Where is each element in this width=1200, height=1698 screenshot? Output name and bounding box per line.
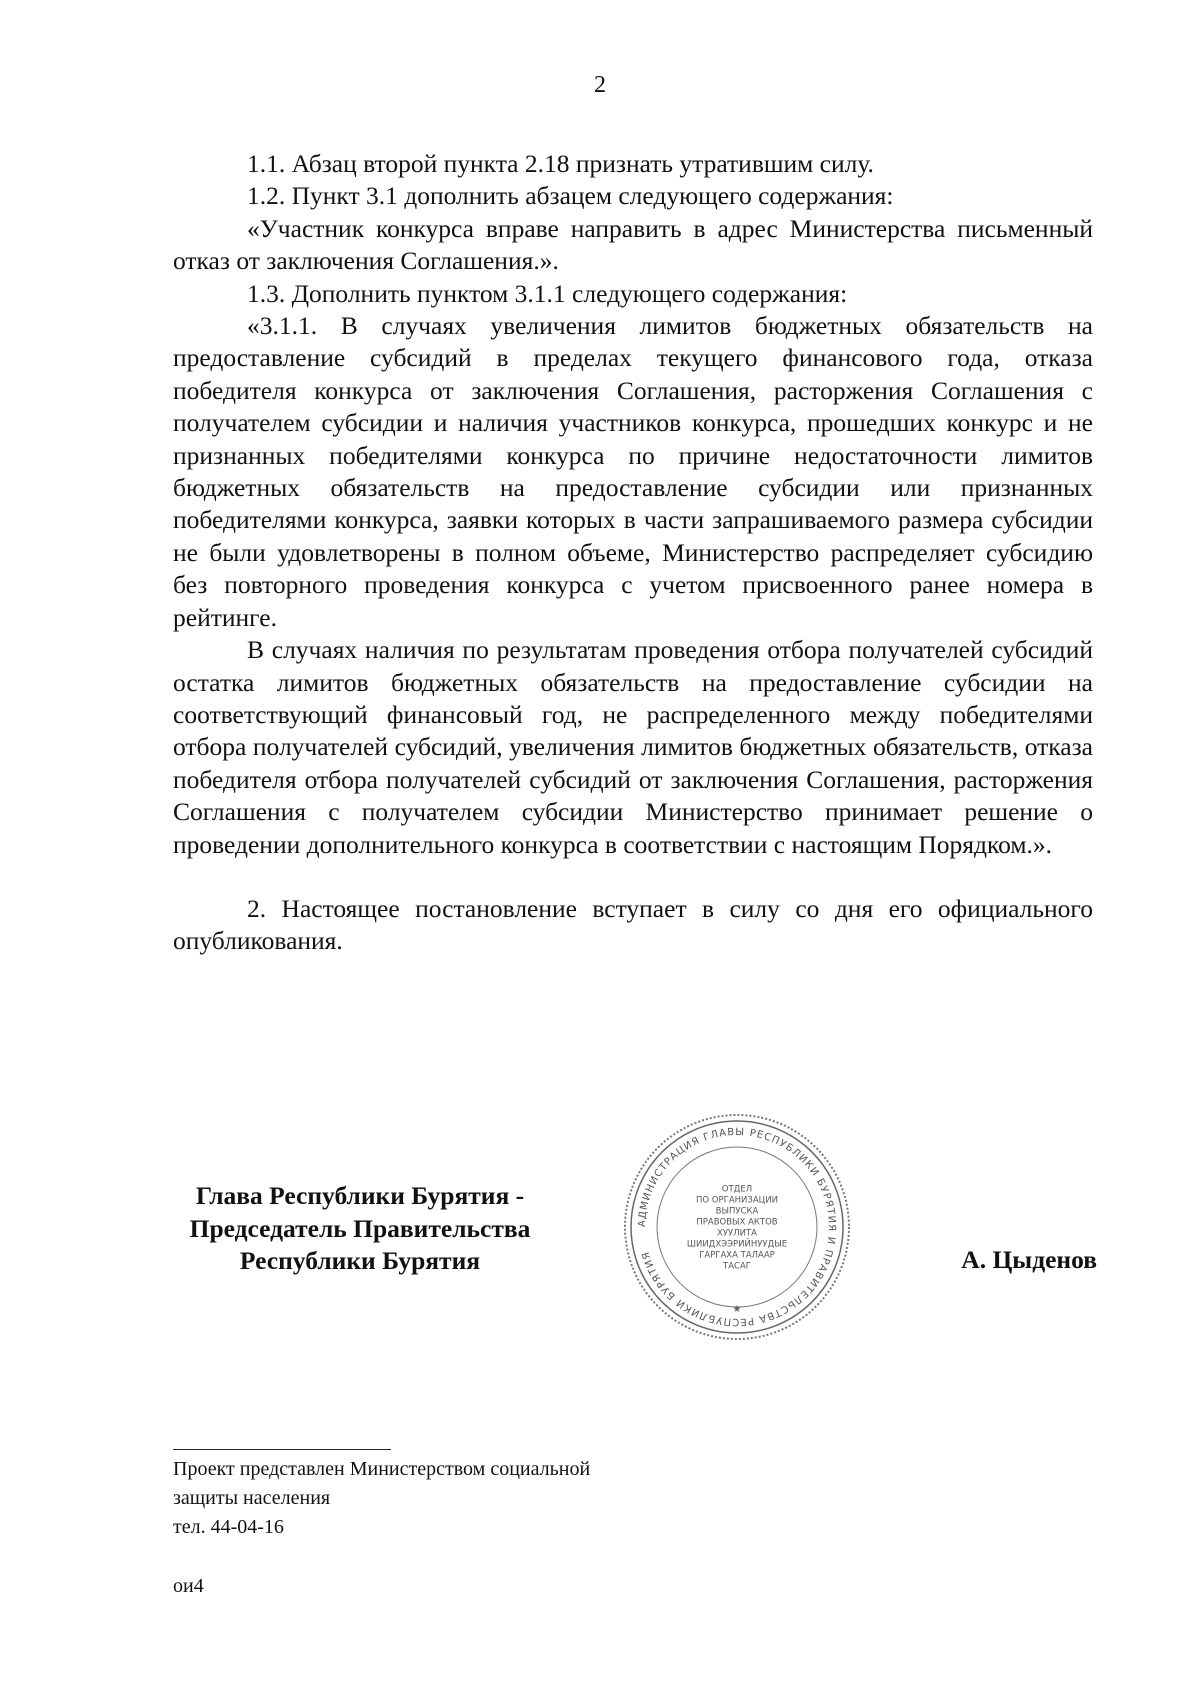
- signatory-title-line-1: Глава Республики Бурятия -: [195, 1181, 525, 1210]
- paragraph-1-3: 1.3. Дополнить пунктом 3.1.1 следующего содержания:: [247, 278, 848, 308]
- footnote: [173, 1455, 590, 1542]
- footnote-line-1: Проект представлен Министерством социальной: [173, 1458, 591, 1480]
- paragraph-1-1: 1.1. Абзац второй пункта 2.18 признать утратившим силу.: [247, 149, 874, 178]
- svg-text:ХУУЛИТА: ХУУЛИТА: [717, 1228, 757, 1239]
- paragraph-quote-participant: «Участник конкурса вправе направить в адрес Министерства письменный отказ от заключения Соглашения.».: [173, 213, 1093, 276]
- signatory-title: [150, 1180, 570, 1278]
- svg-text:ВЫПУСКА: ВЫПУСКА: [715, 1206, 759, 1217]
- footnote-divider: [173, 1449, 391, 1450]
- signatory-title-line-2: Председатель Правительства: [189, 1213, 531, 1243]
- footnote-phone: тел. 44-04-16: [173, 1516, 284, 1538]
- svg-text:ПО ОРГАНИЗАЦИИ: ПО ОРГАНИЗАЦИИ: [696, 1195, 778, 1206]
- signatory-title-line-3: Республики Бурятия: [239, 1246, 481, 1275]
- svg-text:ОТДЕЛ: ОТДЕЛ: [721, 1184, 753, 1195]
- footnote-line-2: защиты населения: [173, 1487, 331, 1509]
- svg-text:ПРАВОВЫХ АКТОВ: ПРАВОВЫХ АКТОВ: [696, 1217, 778, 1228]
- page-number: 2: [594, 72, 606, 98]
- official-seal: [622, 1112, 852, 1342]
- paragraph-3-1-1: «3.1.1. В случаях увеличения лимитов бюджетных обязательств на предоставление субсидий в пределах текущего финансового года, отказа победителя конкурса от заключения Соглашения, расторжения Соглашения с получателем субсидии и наличия участников конкурса, прошедших конкурс и не признанных победителями конкурса по причине недостаточности лимитов бюджетных обязательств на предоставление субсидии или признанных победителями конкурса, заявки которых в части запрашиваемого размера субсидии не были удовлетворены в полном объеме, Министерство распределяет субсидию без повторного проведения конкурса с учетом присвоенного ранее номера в рейтинге.: [173, 311, 1093, 632]
- svg-text:ТАСАГ: ТАСАГ: [723, 1261, 751, 1272]
- paragraph-remaining-limits: В случаях наличия по результатам проведения отбора получателей субсидий остатка лимитов бюджетных обязательств на предоставление субсидии на соответствующий финансовый год, не распределенного между победителями отбора получателей субсидий, увеличения лимитов бюджетных обязательств, отказа победителя отбора получателей субсидий от заключения Соглашения, расторжения Соглашения с получателем субсидии Министерство принимает решение о проведении дополнительного конкурса в соответствии с настоящим Порядком.».: [173, 635, 1093, 859]
- document-body: [173, 148, 1093, 958]
- svg-text:ГАРГАХА ТАЛААР: ГАРГАХА ТАЛААР: [699, 1250, 775, 1261]
- paragraph-2: 2. Настоящее постановление вступает в силу со дня его официального опубликования.: [173, 893, 1093, 956]
- svg-text:★: ★: [732, 1304, 742, 1315]
- paragraph-1-2: 1.2. Пункт 3.1 дополнить абзацем следующего содержания:: [247, 181, 894, 211]
- document-code: ои4: [173, 1575, 204, 1597]
- svg-text:ШИИДХЭЭРИЙНУУДЫЕ: ШИИДХЭЭРИЙНУУДЫЕ: [686, 1239, 788, 1250]
- svg-text:АДМИНИСТРАЦИЯ ГЛАВЫ РЕСПУБЛИКИ: АДМИНИСТРАЦИЯ ГЛАВЫ РЕСПУБЛИКИ БУРЯТИЯ И ПРАВИТЕЛЬСТВА РЕСПУБЛИКИ БУРЯТИЯ: [636, 1126, 838, 1328]
- signatory-name: А. Цыденов: [961, 1245, 1097, 1274]
